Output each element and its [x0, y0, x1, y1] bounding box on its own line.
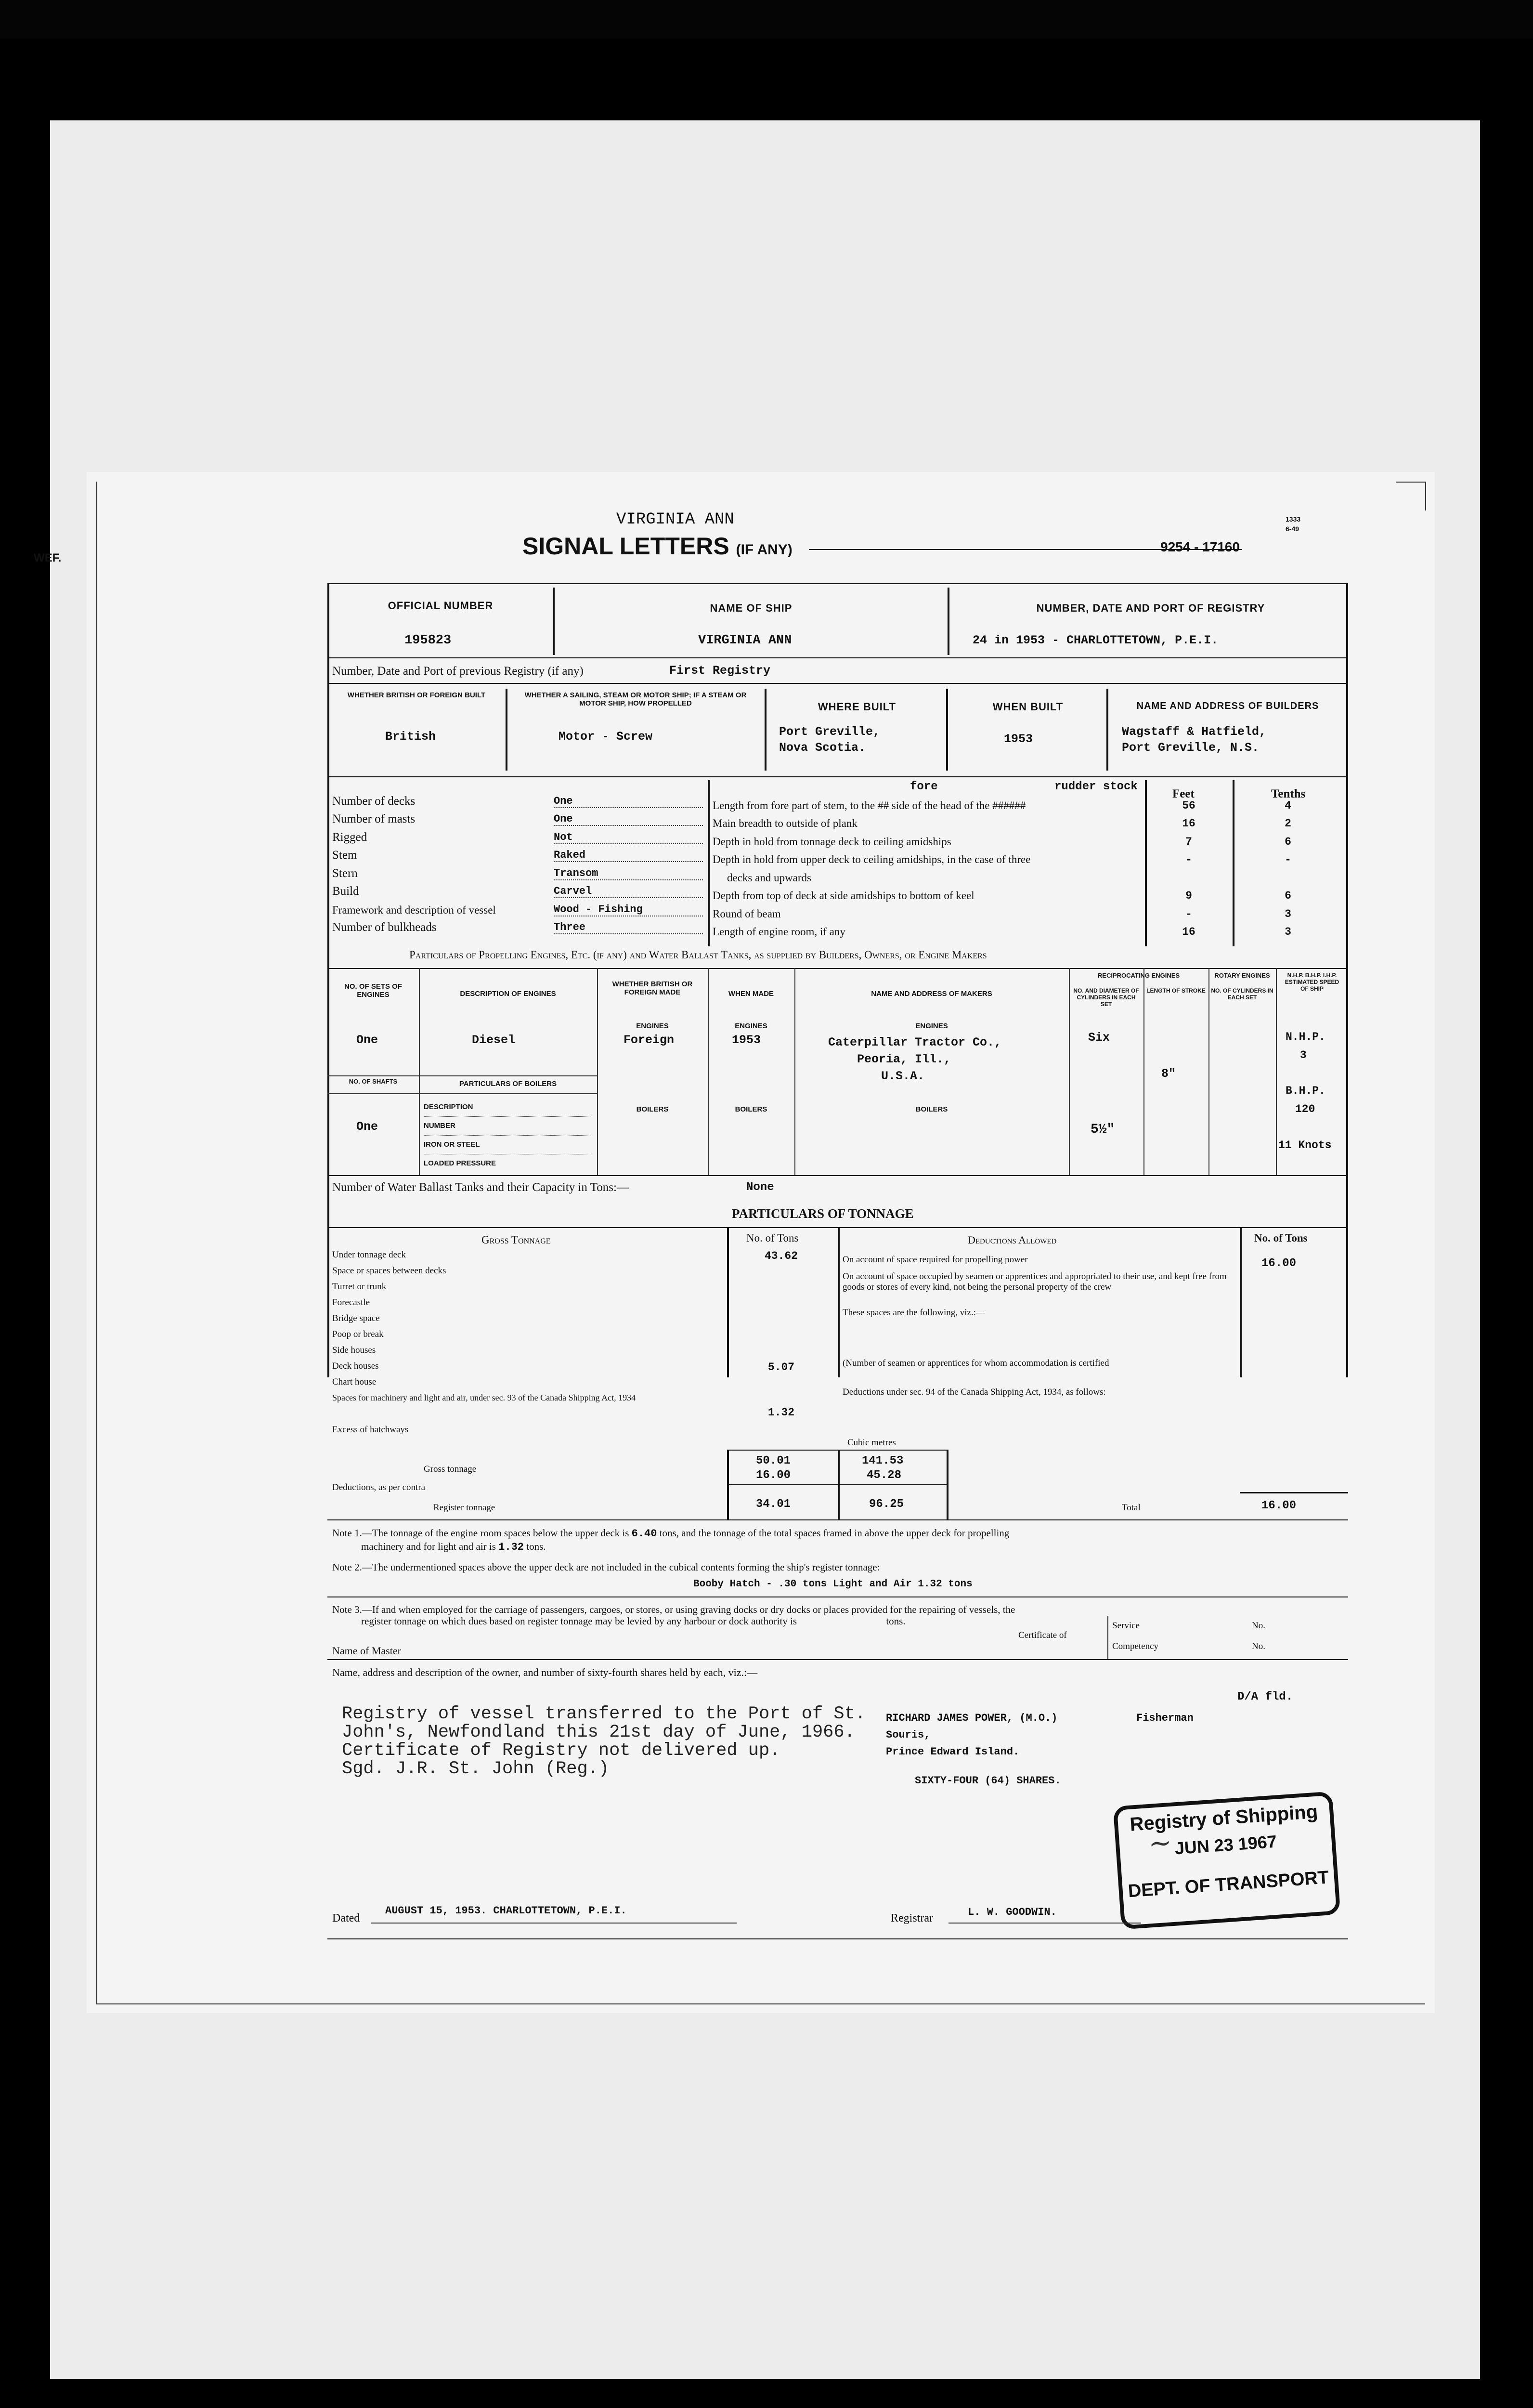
foreign-built-value: British [385, 730, 436, 744]
engine-sets-header: NO. OF SETS OF ENGINES [344, 982, 402, 999]
registry-stamp: Registry of Shipping JUN 23 1967 ∼ DEPT. OF TRANSPORT [1113, 1791, 1341, 1929]
particular-row: Build Carvel [332, 880, 703, 899]
tonnage-row: Deck houses 5.07 [332, 1361, 795, 1374]
dimension-row: Depth in hold from tonnage deck to ceiling amidships 7 6 [713, 835, 1291, 848]
ship-name-label: NAME OF SHIP [710, 602, 792, 614]
builders-line2: Port Greville, N.S. [1122, 741, 1260, 755]
tons-header: No. of Tons [746, 1232, 799, 1244]
engine-when-header: WHEN MADE [728, 990, 774, 998]
boilers-word-1: BOILERS [636, 1105, 669, 1113]
tonnage-row: Spaces for machinery and light and air, under sec. 93 of the Canada Shipping Act, 1934 1.32 [332, 1393, 795, 1419]
register-tonnage-label: Register tonnage [433, 1503, 495, 1513]
tonnage-title: PARTICULARS OF TONNAGE [732, 1206, 914, 1221]
stamp-initials: ∼ [1147, 1825, 1173, 1860]
official-number-value: 195823 [404, 633, 452, 648]
speed-value: 11 Knots [1278, 1139, 1332, 1152]
maker-line1: Caterpillar Tractor Co., [828, 1035, 1002, 1049]
boiler-rows: DESCRIPTION NUMBER IRON OR STEEL LOADED PRESSURE [424, 1098, 592, 1173]
insert-fore: fore [910, 780, 938, 793]
bhp-label: B.H.P. [1286, 1085, 1325, 1097]
deductions-header: Deductions Allowed [968, 1234, 1057, 1246]
tonnage-row: Forecastle [332, 1297, 370, 1308]
ballast-label: Number of Water Ballast Tanks and their Capacity in Tons:— [332, 1181, 629, 1194]
propulsion-value: Motor - Screw [559, 730, 653, 744]
note2-value: Booby Hatch - .30 tons Light and Air 1.32 tons [693, 1579, 973, 1590]
tonnage-row: Turret or trunk [332, 1282, 387, 1292]
certificate-label: Certificate of [1018, 1630, 1067, 1640]
maker-line2: Peoria, Ill., [857, 1052, 951, 1066]
note1: Note 1.—The tonnage of the engine room spaces below the upper deck is 6.40 tons, and the tonnage of the total spaces framed in above the upper deck for propelling machinery and for light and air is 1.32 tons. [332, 1527, 1010, 1553]
registrar-value: L. W. GOODWIN. [968, 1906, 1057, 1918]
where-built-line2: Nova Scotia. [779, 741, 866, 755]
nhp-label: N.H.P. [1286, 1031, 1325, 1043]
engine-stroke: 8" [1161, 1067, 1176, 1081]
signal-letters-label: SIGNAL LETTERS (IF ANY) [522, 533, 792, 560]
ship-name-header: VIRGINIA ANN [616, 510, 734, 529]
tonnage-row: Excess of hatchways [332, 1425, 409, 1435]
bhp-value: 120 [1295, 1103, 1315, 1115]
da-mark: D/A fld. [1237, 1690, 1293, 1703]
particular-row: Framework and description of vessel Wood - Fishing [332, 898, 703, 916]
speed-header: N.H.P. B.H.P. I.H.P. ESTIMATED SPEED OF SHIP [1285, 972, 1339, 992]
owner-label: Name, address and description of the owner, and number of sixty-fourth shares held by each, viz.:— [332, 1666, 758, 1678]
gross-tonnage-label: Gross tonnage [424, 1464, 477, 1474]
form-number: 9254 - 17160 [1160, 539, 1240, 554]
vessel-particulars-right [713, 794, 1343, 938]
deductions-contra-label: Deductions, as per contra [332, 1482, 426, 1492]
propulsion-label: WHETHER A SAILING, STEAM OR MOTOR SHIP; IF A STEAM OR MOTOR SHIP, HOW PROPELLED [524, 691, 747, 707]
particular-row: Number of bulkheads Three [332, 916, 703, 935]
registry-port-label: NUMBER, DATE AND PORT OF REGISTRY [1036, 602, 1265, 614]
registrar-label: Registrar [891, 1912, 933, 1924]
builders-line1: Wagstaff & Hatfield, [1122, 725, 1267, 739]
deduction-propelling: On account of space required for propelling power [843, 1255, 1028, 1265]
insert-rudder-stock: rudder stock [1054, 780, 1138, 793]
foreign-built-label: WHETHER BRITISH OR FOREIGN BUILT [347, 691, 486, 699]
dimension-row: Depth from top of deck at side amidships to bottom of keel 9 6 [713, 890, 1291, 902]
film-strip-top [0, 0, 1533, 39]
deduction-spaces: These spaces are the following, viz.:— [843, 1308, 985, 1318]
total-value: 16.00 [1261, 1499, 1297, 1512]
dimension-row: Main breadth to outside of plank 16 2 [713, 817, 1291, 830]
engine-description-header: DESCRIPTION OF ENGINES [460, 990, 556, 998]
dimension-row: Depth in hold from upper deck to ceiling amidships, in the case of three - - [713, 853, 1291, 866]
owner-occupation: Fisherman [1136, 1712, 1194, 1724]
where-built-label: WHERE BUILT [818, 701, 896, 713]
total-label: Total [1122, 1503, 1141, 1513]
gross-tonnage-total: 50.01 [756, 1454, 791, 1467]
tons-header-right: No. of Tons [1254, 1232, 1308, 1244]
previous-registry-value: First Registry [669, 664, 771, 678]
dated-value: AUGUST 15, 1953. CHARLOTTETOWN, P.E.I. [385, 1905, 627, 1917]
deductions-total: 16.00 [756, 1469, 791, 1482]
cubic-metres-label: Cubic metres [847, 1438, 896, 1448]
transfer-note: Registry of vessel transferred to the Port of St. John's, Newfondland this 21st day of June, 1966. Certificate of Registry not delivered up. Sgd. J.R. St. John (Reg.) [342, 1704, 866, 1779]
where-built-line1: Port Greville, [779, 725, 881, 739]
engine-when: 1953 [732, 1033, 761, 1047]
wef-mark: WEF. [34, 551, 62, 564]
boilers-header: PARTICULARS OF BOILERS [459, 1080, 557, 1088]
dimension-row: Length from fore part of stem, to the ## side of the head of the ###### 56 4 [713, 799, 1291, 812]
rotary-header: ROTARY ENGINES [1214, 972, 1270, 979]
particular-row: Rigged Not [332, 826, 703, 844]
deduction-value: 16.00 [1261, 1257, 1297, 1270]
note2: Note 2.—The undermentioned spaces above the upper deck are not included in the cubical contents forming the ship's register tonnage: [332, 1561, 880, 1573]
boilers-word-3: BOILERS [915, 1105, 948, 1113]
deduction-section94: Deductions under sec. 94 of the Canada Shipping Act, 1934, as follows: [843, 1387, 1106, 1397]
engines-title: Particulars of Propelling Engines, Etc. (if any) and Water Ballast Tanks, as supplied by Builders, Owners, or Engine Makers [409, 949, 987, 961]
when-built-label: WHEN BUILT [992, 701, 1064, 713]
owner-city: Souris, [886, 1729, 931, 1741]
master-label: Name of Master [332, 1645, 401, 1657]
tenths-label: Tenths [1271, 787, 1306, 800]
form-code-bottom: 6-49 [1286, 525, 1299, 533]
engine-foreign: Foreign [624, 1033, 675, 1047]
register-tonnage-cubic: 96.25 [869, 1498, 904, 1511]
cylinders-header: NO. AND DIAMETER OF CYLINDERS IN EACH SET [1073, 987, 1139, 1008]
dimension-row: decks and upwards [727, 871, 812, 884]
competency-label: Competency [1112, 1641, 1159, 1651]
registry-port-value: 24 in 1953 - CHARLOTTETOWN, P.E.I. [973, 633, 1219, 647]
deduction-seamen: (Number of seamen or apprentices for whom accommodation is certified [843, 1358, 1109, 1368]
particular-row: Number of decks One [332, 790, 703, 808]
maker-line3: U.S.A. [881, 1069, 925, 1083]
reciprocating-header: RECIPROCATING ENGINES [1097, 972, 1180, 979]
stroke-header: LENGTH OF STROKE [1146, 987, 1206, 994]
dated-label: Dated [332, 1912, 360, 1924]
deductions-cubic: 45.28 [867, 1469, 902, 1482]
engine-sets: One [356, 1033, 378, 1047]
tonnage-row: Space or spaces between decks [332, 1266, 446, 1276]
builders-label: NAME AND ADDRESS OF BUILDERS [1136, 701, 1319, 711]
register-tonnage-total: 34.01 [756, 1498, 791, 1511]
owner-shares: SIXTY-FOUR (64) SHARES. [915, 1775, 1061, 1787]
gross-tonnage-rows [332, 1250, 835, 1440]
ballast-value: None [746, 1181, 774, 1194]
gross-tonnage-cubic: 141.53 [862, 1454, 904, 1467]
vessel-particulars-left [332, 790, 703, 934]
registry-form [34, 472, 1435, 2013]
competency-no-label: No. [1252, 1641, 1265, 1651]
nhp-value: 3 [1300, 1049, 1307, 1061]
official-number-label: OFFICIAL NUMBER [388, 600, 494, 612]
gross-tonnage-header: Gross Tonnage [481, 1234, 551, 1246]
engines-word-1: ENGINES [636, 1022, 669, 1030]
deduction-crew: On account of space occupied by seamen or apprentices and appropriated to their use, and kept free from goods or stores of every kind, not being the personal property of the crew [843, 1271, 1227, 1292]
particular-row: Stem Raked [332, 844, 703, 863]
when-built-value: 1953 [1004, 732, 1033, 746]
note3: Note 3.—If and when employed for the carriage of passengers, cargoes, or stores, or using graving docks or dry docks or places provided for the repairing of vessels, the register tonnage on which dues based on register tonnage may be levied by any harbour or dock authority is tons. [332, 1604, 1015, 1627]
feet-label: Feet [1172, 787, 1195, 800]
tonnage-row: Side houses [332, 1345, 376, 1355]
owner-name: RICHARD JAMES POWER, (M.O.) [886, 1712, 1058, 1724]
dimension-row: Length of engine room, if any 16 3 [713, 926, 1291, 938]
engine-diameter: 5½" [1091, 1122, 1115, 1137]
engine-foreign-header: WHETHER BRITISH OR FOREIGN MADE [612, 980, 693, 996]
engines-word-2: ENGINES [735, 1022, 767, 1030]
service-no-label: No. [1252, 1621, 1265, 1631]
particular-row: Stern Transom [332, 862, 703, 880]
shafts-value: One [356, 1120, 378, 1134]
engines-word-3: ENGINES [915, 1022, 948, 1030]
tonnage-row: Poop or break [332, 1329, 384, 1339]
service-label: Service [1112, 1621, 1140, 1631]
dimension-row: Round of beam - 3 [713, 907, 1291, 920]
boilers-word-2: BOILERS [735, 1105, 767, 1113]
tonnage-row: Under tonnage deck 43.62 [332, 1250, 798, 1262]
ship-name-value: VIRGINIA ANN [698, 633, 792, 648]
previous-registry-label: Number, Date and Port of previous Registry (if any) [332, 665, 584, 678]
engine-description: Diesel [472, 1033, 516, 1047]
engine-cylinders: Six [1088, 1031, 1110, 1045]
tonnage-row: Chart house [332, 1377, 377, 1387]
particular-row: Number of masts One [332, 808, 703, 826]
rotary-cylinders-header: NO. OF CYLINDERS IN EACH SET [1211, 987, 1273, 1001]
owner-province: Prince Edward Island. [886, 1746, 1020, 1758]
form-code-top: 1333 [1286, 515, 1301, 523]
shafts-header: NO. OF SHAFTS [349, 1078, 398, 1085]
tonnage-row: Bridge space [332, 1313, 380, 1323]
engine-maker-header: NAME AND ADDRESS OF MAKERS [871, 990, 992, 998]
